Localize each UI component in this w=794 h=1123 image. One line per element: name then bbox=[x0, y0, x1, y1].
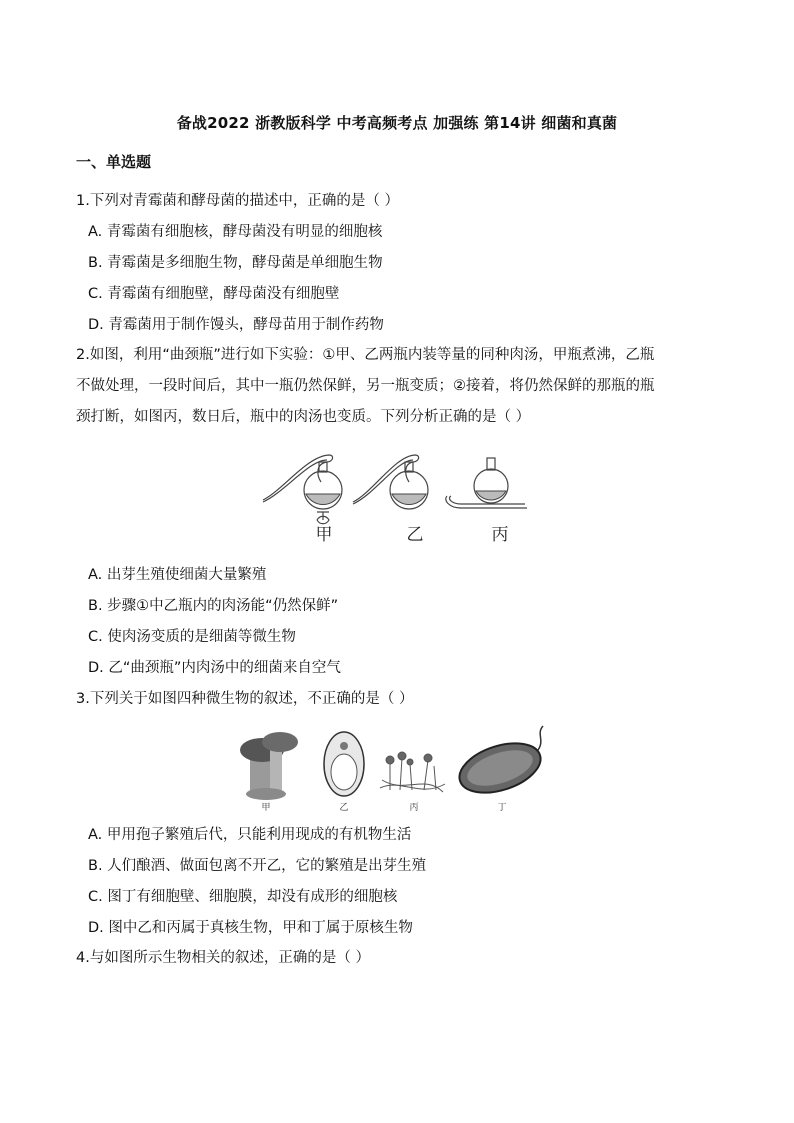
microbe-label-yi: 乙 bbox=[339, 803, 349, 812]
question-2-stem-line: 2.如图，利用“曲颈瓶”进行如下实验：①甲、乙两瓶内装等量的同种肉汤，甲瓶煮沸，乙瓶 bbox=[76, 347, 655, 363]
question-1-stem: 1.下列对青霉菌和酵母菌的描述中，正确的是（ ） bbox=[76, 193, 399, 209]
flask-label-bing: 丙 bbox=[491, 525, 509, 545]
question-3-option-d: D. 图中乙和丙属于真核生物，甲和丁属于原核生物 bbox=[88, 920, 413, 936]
mushroom-drawing bbox=[240, 732, 298, 800]
question-2-stem bbox=[76, 340, 726, 433]
mold-drawing bbox=[380, 752, 445, 792]
question-2-stem-line: 不做处理，一段时间后，其中一瓶仍然保鲜，另一瓶变质；②接着，将仍然保鲜的那瓶的瓶 bbox=[76, 378, 655, 394]
question-2-option-d: D. 乙“曲颈瓶”内肉汤中的细菌来自空气 bbox=[88, 660, 341, 676]
question-3-option-c: C. 图丁有细胞壁、细胞膜，却没有成形的细胞核 bbox=[88, 889, 398, 905]
question-1-option-c: C. 青霉菌有细胞壁，酵母菌没有细胞壁 bbox=[88, 286, 340, 302]
question-1-option-d: D. 青霉菌用于制作馒头，酵母苗用于制作药物 bbox=[88, 317, 384, 333]
microbe-label-ding: 丁 bbox=[497, 803, 507, 812]
microbe-label-jia: 甲 bbox=[261, 803, 271, 812]
question-2-stem-line: 颈打断，如图丙，数日后，瓶中的肉汤也变质。下列分析正确的是（ ） bbox=[76, 409, 531, 425]
microbe-label-bing: 丙 bbox=[409, 803, 419, 812]
flask-jia-drawing bbox=[263, 455, 342, 524]
question-4-stem: 4.与如图所示生物相关的叙述，正确的是（ ） bbox=[76, 950, 370, 966]
flask-jia-broth bbox=[306, 494, 340, 505]
question-2-option-b: B. 步骤①中乙瓶内的肉汤能“仍然保鲜” bbox=[88, 598, 339, 614]
flask-label-yi: 乙 bbox=[406, 525, 424, 545]
question-1-option-b: B. 青霉菌是多细胞生物，酵母菌是单细胞生物 bbox=[88, 255, 383, 271]
flask-bing-drawing bbox=[446, 458, 527, 508]
question-3-option-a: A. 甲用孢子繁殖后代，只能利用现成的有机物生活 bbox=[88, 827, 412, 843]
question-3-option-b: B. 人们酿酒、做面包离不开乙，它的繁殖是出芽生殖 bbox=[88, 858, 427, 874]
question-2-option-a: A. 出芽生殖使细菌大量繁殖 bbox=[88, 567, 267, 583]
swan-neck-flask-figure bbox=[255, 448, 535, 548]
flask-yi-broth bbox=[392, 494, 426, 505]
yeast-cell-drawing bbox=[324, 732, 364, 796]
flask-label-jia: 甲 bbox=[315, 525, 333, 545]
microorganisms-figure bbox=[240, 722, 550, 812]
section-heading: 一、单选题 bbox=[76, 153, 152, 171]
question-1-option-a: A. 青霉菌有细胞核，酵母菌没有明显的细胞核 bbox=[88, 224, 383, 240]
page-title: 备战2022 浙教版科学 中考高频考点 加强练 第14讲 细菌和真菌 bbox=[176, 114, 618, 132]
question-2-option-c: C. 使肉汤变质的是细菌等微生物 bbox=[88, 629, 296, 645]
bacterium-drawing bbox=[453, 726, 546, 802]
question-3-stem: 3.下列关于如图四种微生物的叙述，不正确的是（ ） bbox=[76, 691, 414, 707]
